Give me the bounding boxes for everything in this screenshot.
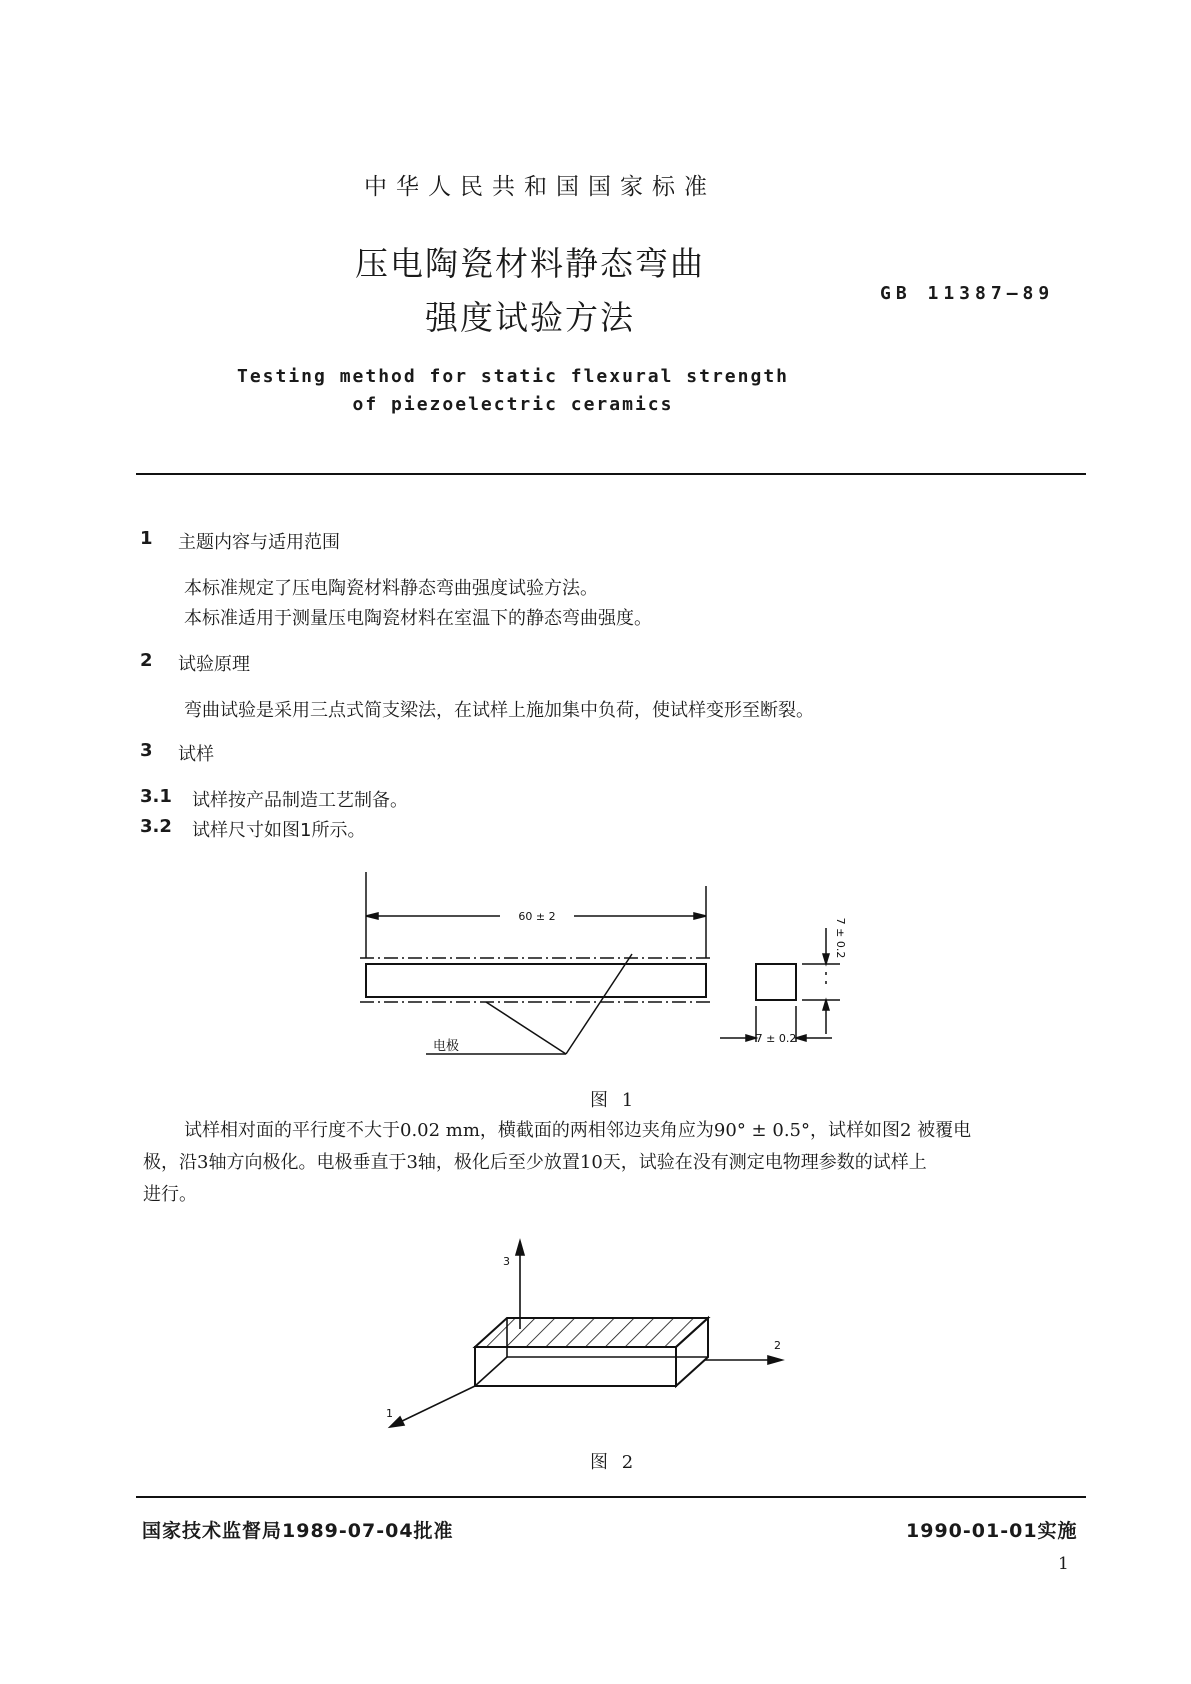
figure-2-caption: 图 2 xyxy=(590,1452,638,1473)
body-line1: 试样相对面的平行度不大于0.02 mm，横截面的两相邻边夹角应为90° ± 0.5°，试样如图2 被覆电 xyxy=(184,1120,972,1141)
specimen-cross-section xyxy=(756,964,796,1000)
axis-3-arrow xyxy=(516,1241,524,1255)
title-cn-line1: 压电陶瓷材料静态弯曲 xyxy=(355,244,705,283)
section-1-number: 1 xyxy=(140,528,153,549)
axis-2-arrow xyxy=(768,1356,782,1364)
box-hidden-edge-d xyxy=(475,1357,507,1386)
axis-1-label: 1 xyxy=(386,1407,393,1420)
national-standard-heading: 中华人民共和国国家标准 xyxy=(364,174,716,200)
specimen-bar-side xyxy=(366,964,706,997)
title-en-line2: of piezoelectric ceramics xyxy=(352,394,674,415)
footer-rule xyxy=(136,1496,1086,1498)
header-rule xyxy=(136,473,1086,475)
section-3-2-number: 3.2 xyxy=(140,816,172,837)
electrode-leader-a xyxy=(486,1002,566,1054)
body-line3: 进行。 xyxy=(143,1184,197,1205)
effective-date: 1990-01-01实施 xyxy=(906,1520,1078,1542)
arrow-width-left xyxy=(746,1035,756,1041)
section-3-1-number: 3.1 xyxy=(140,786,172,807)
page-number: 1 xyxy=(1058,1554,1069,1574)
section-1-para1: 本标准规定了压电陶瓷材料静态弯曲强度试验方法。 xyxy=(184,578,598,599)
arrow-width-right xyxy=(796,1035,806,1041)
axis-2-label: 2 xyxy=(774,1339,781,1352)
width-label: 7 ± 0.2 xyxy=(755,1032,797,1045)
figure-2-diagram xyxy=(380,1235,800,1435)
arrow-right xyxy=(694,913,706,919)
section-3-1-text: 试样按产品制造工艺制备。 xyxy=(192,790,408,811)
section-1-para2: 本标准适用于测量压电陶瓷材料在室温下的静态弯曲强度。 xyxy=(184,608,652,629)
section-3-title: 试样 xyxy=(178,744,214,765)
arrow-vertical-top xyxy=(823,954,829,964)
axis-1-line xyxy=(398,1386,475,1423)
electrode-label: 电极 xyxy=(432,1039,460,1054)
arrow-vertical-bottom xyxy=(823,1000,829,1010)
axis-3-label: 3 xyxy=(503,1255,510,1268)
section-1-title: 主题内容与适用范围 xyxy=(178,532,340,553)
approval-date: 国家技术监督局1989-07-04批准 xyxy=(142,1520,454,1542)
figure-1-diagram xyxy=(340,870,860,1070)
box-top-face xyxy=(475,1318,708,1347)
height-label: 7 ± 0.2 xyxy=(834,917,847,959)
body-line2: 极，沿3轴方向极化。电极垂直于3轴，极化后至少放置10天，试验在没有测定电物理参数的试样上 xyxy=(143,1152,927,1173)
section-2-number: 2 xyxy=(140,650,153,671)
figure-1-caption: 图 1 xyxy=(590,1090,638,1111)
section-2-title: 试验原理 xyxy=(178,654,250,675)
length-label: 60 ± 2 xyxy=(518,910,556,923)
gb-code: GB 11387—89 xyxy=(880,283,1055,304)
title-cn-line2: 强度试验方法 xyxy=(425,298,635,337)
section-3-2-text: 试样尺寸如图1所示。 xyxy=(192,820,366,841)
arrow-left xyxy=(366,913,378,919)
section-3-number: 3 xyxy=(140,740,153,761)
box-front-face xyxy=(475,1347,676,1386)
electrode-leader-b xyxy=(566,954,632,1054)
section-2-para1: 弯曲试验是采用三点式简支梁法，在试样上施加集中负荷，使试样变形至断裂。 xyxy=(184,700,814,721)
title-en-line1: Testing method for static flexural strength xyxy=(237,366,789,387)
